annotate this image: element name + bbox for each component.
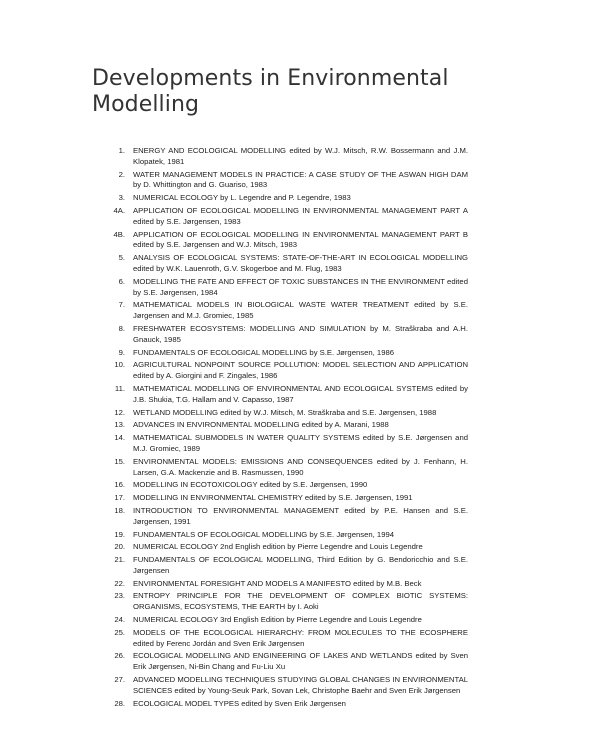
- series-entry-text: NUMERICAL ECOLOGY 3rd English Edition by Pierre Legendre and Louis Legendre: [133, 615, 422, 625]
- series-entry-text: NUMERICAL ECOLOGY 2nd English edition by Pierre Legendre and Louis Legendre: [133, 542, 423, 552]
- list-item: [88, 324, 468, 346]
- list-item: [88, 591, 468, 613]
- series-entry-text: ANALYSIS OF ECOLOGICAL SYSTEMS: STATE-OF-THE-ART IN ECOLOGICAL MODELLING edited by W.K. Lauenroth, G.V. Skogerboe and M. Flug, 1983: [133, 253, 468, 273]
- series-entry-text: ENERGY AND ECOLOGICAL MODELLING edited by W.J. Mitsch, R.W. Bossermann and J.M. Klopatek, 1981: [133, 146, 468, 166]
- series-entry-text: FUNDAMENTALS OF ECOLOGICAL MODELLING, Third Edition by G. Bendoricchio and S.E. Jørgensen: [133, 555, 468, 575]
- series-number: 10.: [114, 360, 125, 370]
- series-entry-text: FRESHWATER ECOSYSTEMS: MODELLING AND SIMULATION by M. Straškraba and A.H. Gnauck, 1985: [133, 323, 468, 344]
- series-entry-text: FUNDAMENTALS OF ECOLOGICAL MODELLING by S.E. Jørgensen, 1994: [133, 529, 395, 539]
- list-item: [88, 480, 468, 491]
- list-item: [88, 348, 468, 359]
- series-number: 20.: [114, 542, 125, 552]
- list-item: [88, 360, 468, 382]
- list-item: [88, 493, 468, 504]
- series-entry-text: ENVIRONMENTAL MODELS: EMISSIONS AND CONSEQUENCES edited by J. Fenhann, H. Larsen, G.A. Mackenzie and B. Rasmussen, 1990: [133, 456, 468, 477]
- series-entry-text: WATER MANAGEMENT MODELS IN PRACTICE: A CASE STUDY OF THE ASWAN HIGH DAM by D. Whittington and G. Guariso, 1983: [133, 169, 468, 190]
- series-entry-text: MODELLING IN ECOTOXICOLOGY edited by S.E. Jørgensen, 1990: [133, 480, 368, 490]
- series-entry-text: WETLAND MODELLING edited by W.J. Mitsch, M. Straškraba and S.E. Jørgensen, 1988: [133, 407, 437, 417]
- list-item: [88, 170, 468, 192]
- page-title-line-2: Modelling: [92, 92, 200, 117]
- series-list: [88, 146, 468, 711]
- series-number: 25.: [114, 627, 125, 637]
- series-number: 24.: [114, 615, 125, 625]
- series-number: 15.: [114, 456, 125, 466]
- list-item: [88, 651, 468, 673]
- series-entry-text: ECOLOGICAL MODEL TYPES edited by Sven Erik Jørgensen: [133, 698, 346, 708]
- series-entry-text: ECOLOGICAL MODELLING AND ENGINEERING OF LAKES AND WETLANDS edited by Sven Erik Jørgensen, Ni-Bin Chang and Fu-Liu Xu: [133, 651, 468, 672]
- list-item: [88, 146, 468, 168]
- list-item: [88, 699, 468, 710]
- series-number: 11.: [114, 383, 125, 393]
- list-item: [88, 277, 468, 299]
- page-title-line-1: Developments in Environmental: [92, 66, 449, 91]
- series-number: 27.: [114, 675, 125, 685]
- list-item: [88, 206, 468, 228]
- series-number: 3.: [118, 193, 125, 203]
- series-entry-text: FUNDAMENTALS OF ECOLOGICAL MODELLING by S.E. Jørgensen, 1986: [133, 347, 395, 357]
- list-item: [88, 506, 468, 528]
- series-number: 4A.: [113, 205, 125, 215]
- series-entry-text: ADVANCED MODELLING TECHNIQUES STUDYING GLOBAL CHANGES IN ENVIRONMENTAL SCIENCES edited by Young-Seuk Park, Sovan Lek, Christophe Baehr and Sven Erik Jørgensen: [133, 675, 468, 695]
- list-item: [88, 193, 468, 204]
- series-entry-text: ADVANCES IN ENVIRONMENTAL MODELLING edited by A. Marani, 1988: [133, 420, 389, 430]
- series-number: 7.: [118, 300, 125, 310]
- page-title: [92, 66, 492, 118]
- series-entry-text: MODELLING IN ENVIRONMENTAL CHEMISTRY edited by S.E. Jørgensen, 1991: [133, 493, 413, 503]
- list-item: [88, 230, 468, 252]
- series-number: 23.: [114, 591, 125, 601]
- list-item: [88, 615, 468, 626]
- series-number: 5.: [118, 253, 125, 263]
- series-number: 13.: [114, 420, 125, 430]
- series-entry-text: AGRICULTURAL NONPOINT SOURCE POLLUTION: MODEL SELECTION AND APPLICATION edited by A. Giorgini and F. Zingales, 1986: [133, 360, 468, 381]
- series-entry-text: MATHEMATICAL SUBMODELS IN WATER QUALITY SYSTEMS edited by S.E. Jørgensen and M.J. Gromiec, 1989: [133, 433, 468, 453]
- list-item: [88, 555, 468, 577]
- series-number: 9.: [118, 347, 125, 357]
- series-number: 12.: [114, 407, 125, 417]
- series-number: 14.: [114, 433, 125, 443]
- series-number: 2.: [118, 169, 125, 179]
- series-number: 21.: [114, 555, 125, 565]
- list-item: [88, 433, 468, 455]
- series-number: 17.: [114, 493, 125, 503]
- series-number: 18.: [114, 505, 125, 515]
- series-number: 19.: [114, 529, 125, 539]
- series-entry-text: MODELLING THE FATE AND EFFECT OF TOXIC SUBSTANCES IN THE ENVIRONMENT edited by S.E. Jørgensen, 1984: [133, 276, 468, 297]
- list-item: [88, 300, 468, 322]
- list-item: [88, 579, 468, 590]
- series-entry-text: ENVIRONMENTAL FORESIGHT AND MODELS A MANIFESTO edited by M.B. Beck: [133, 578, 422, 588]
- series-entry-text: INTRODUCTION TO ENVIRONMENTAL MANAGEMENT edited by P.E. Hansen and S.E. Jørgensen, 1991: [133, 505, 468, 526]
- series-entry-text: MATHEMATICAL MODELLING OF ENVIRONMENTAL AND ECOLOGICAL SYSTEMS edited by J.B. Shukia, T.G. Hallam and V. Capasso, 1987: [133, 383, 468, 404]
- series-number: 26.: [114, 651, 125, 661]
- list-item: [88, 384, 468, 406]
- list-item: [88, 530, 468, 541]
- series-number: 16.: [114, 480, 125, 490]
- list-item: [88, 408, 468, 419]
- series-entry-text: MATHEMATICAL MODELS IN BIOLOGICAL WASTE WATER TREATMENT edited by S.E. Jørgensen and M.J. Gromiec, 1985: [133, 300, 468, 321]
- list-item: [88, 420, 468, 431]
- series-number: 28.: [114, 698, 125, 708]
- list-item: [88, 675, 468, 697]
- series-entry-text: NUMERICAL ECOLOGY by L. Legendre and P. Legendre, 1983: [133, 193, 351, 203]
- series-entry-text: APPLICATION OF ECOLOGICAL MODELLING IN ENVIRONMENTAL MANAGEMENT PART B edited by S.E. Jørgensen and W.J. Mitsch, 1983: [133, 229, 468, 250]
- series-entry-text: APPLICATION OF ECOLOGICAL MODELLING IN ENVIRONMENTAL MANAGEMENT PART A edited by S.E. Jørgensen, 1983: [133, 205, 468, 226]
- list-item: [88, 253, 468, 275]
- list-item: [88, 542, 468, 553]
- list-item: [88, 457, 468, 479]
- list-item: [88, 628, 468, 650]
- series-number: 4B.: [113, 229, 125, 239]
- series-number: 1.: [118, 146, 125, 155]
- series-number: 8.: [118, 323, 125, 333]
- series-entry-text: MODELS OF THE ECOLOGICAL HIERARCHY: FROM MOLECULES TO THE ECOSPHERE edited by Ferenc Jordán and Sven Erik Jørgensen: [133, 627, 468, 648]
- series-number: 6.: [118, 276, 125, 286]
- series-number: 22.: [114, 578, 125, 588]
- series-entry-text: ENTROPY PRINCIPLE FOR THE DEVELOPMENT OF COMPLEX BIOTIC SYSTEMS: ORGANISMS, ECOSYSTEMS, THE EARTH by I. Aoki: [133, 591, 468, 612]
